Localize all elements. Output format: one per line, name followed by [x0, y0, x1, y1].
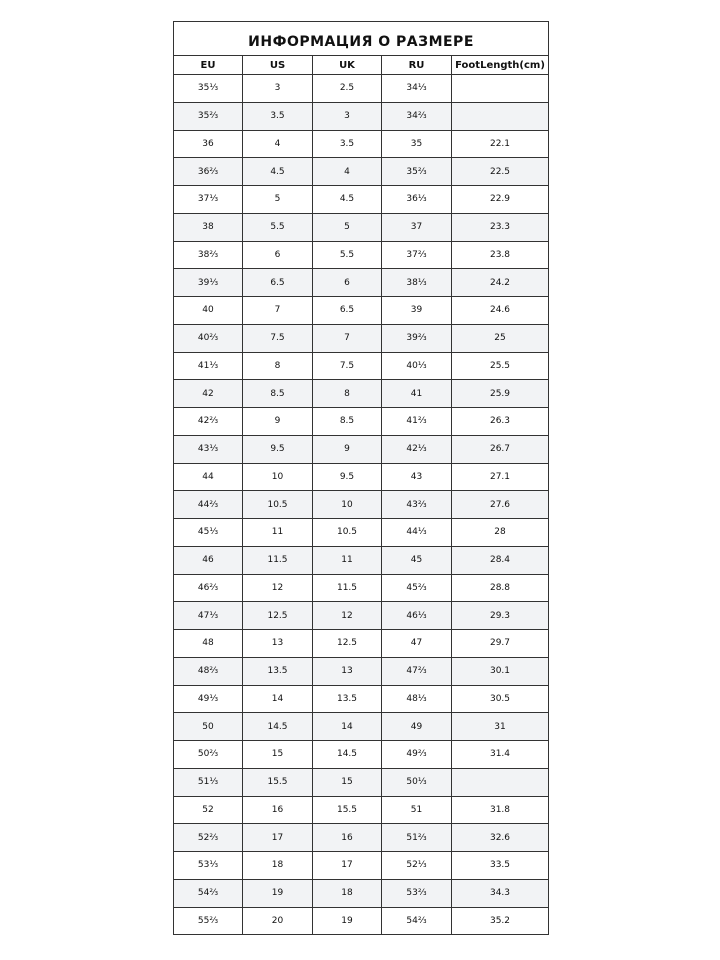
cell-ru: 45: [382, 546, 452, 574]
cell-us: 10.5: [243, 491, 313, 519]
cell-uk: 16: [313, 824, 382, 852]
table-row: [174, 158, 549, 186]
cell-us: 17: [243, 824, 313, 852]
table-row: [174, 519, 549, 547]
cell-eu: 46⅔: [174, 574, 243, 602]
cell-us: 7: [243, 297, 313, 325]
cell-eu: 39⅓: [174, 269, 243, 297]
cell-us: 4: [243, 130, 313, 158]
cell-foot-length: 25.9: [452, 380, 549, 408]
cell-ru: 51⅔: [382, 824, 452, 852]
header-us: US: [243, 56, 313, 75]
table-row: [174, 907, 549, 935]
cell-eu: 52⅔: [174, 824, 243, 852]
cell-eu: 51⅓: [174, 768, 243, 796]
table-row: [174, 297, 549, 325]
cell-uk: 9.5: [313, 463, 382, 491]
cell-ru: 50⅓: [382, 768, 452, 796]
cell-ru: 49: [382, 713, 452, 741]
table-title: ИНФОРМАЦИЯ О РАЗМЕРЕ: [174, 22, 549, 56]
cell-eu: 50⅔: [174, 741, 243, 769]
cell-uk: 12.5: [313, 630, 382, 658]
cell-ru: 41⅔: [382, 408, 452, 436]
cell-uk: 2.5: [313, 75, 382, 103]
cell-foot-length: 22.9: [452, 186, 549, 214]
cell-us: 7.5: [243, 324, 313, 352]
cell-uk: 19: [313, 907, 382, 935]
table-row: [174, 241, 549, 269]
cell-ru: 38⅓: [382, 269, 452, 297]
cell-uk: 11.5: [313, 574, 382, 602]
cell-eu: 38: [174, 213, 243, 241]
cell-eu: 42: [174, 380, 243, 408]
cell-eu: 38⅔: [174, 241, 243, 269]
cell-ru: 53⅔: [382, 879, 452, 907]
cell-ru: 51: [382, 796, 452, 824]
cell-eu: 53⅓: [174, 852, 243, 880]
cell-uk: 6: [313, 269, 382, 297]
cell-us: 4.5: [243, 158, 313, 186]
cell-us: 14: [243, 685, 313, 713]
cell-foot-length: 31: [452, 713, 549, 741]
cell-eu: 54⅔: [174, 879, 243, 907]
cell-us: 5: [243, 186, 313, 214]
cell-eu: 50: [174, 713, 243, 741]
cell-foot-length: 22.5: [452, 158, 549, 186]
cell-uk: 5: [313, 213, 382, 241]
table-row: [174, 824, 549, 852]
cell-uk: 5.5: [313, 241, 382, 269]
header-foot-length: FootLength(cm): [452, 56, 549, 75]
cell-ru: 54⅔: [382, 907, 452, 935]
cell-eu: 48⅔: [174, 657, 243, 685]
cell-us: 6: [243, 241, 313, 269]
cell-eu: 52: [174, 796, 243, 824]
title-row: [174, 22, 549, 56]
table-row: [174, 75, 549, 103]
cell-foot-length: 28: [452, 519, 549, 547]
cell-us: 8.5: [243, 380, 313, 408]
cell-eu: 49⅓: [174, 685, 243, 713]
cell-us: 12: [243, 574, 313, 602]
table-row: [174, 491, 549, 519]
cell-ru: 43⅔: [382, 491, 452, 519]
cell-us: 18: [243, 852, 313, 880]
cell-ru: 35: [382, 130, 452, 158]
cell-ru: 52⅓: [382, 852, 452, 880]
cell-foot-length: 28.8: [452, 574, 549, 602]
cell-ru: 37⅔: [382, 241, 452, 269]
cell-ru: 47: [382, 630, 452, 658]
cell-ru: 36⅓: [382, 186, 452, 214]
cell-uk: 11: [313, 546, 382, 574]
table-row: [174, 685, 549, 713]
cell-us: 3.5: [243, 102, 313, 130]
cell-ru: 45⅔: [382, 574, 452, 602]
cell-foot-length: 29.7: [452, 630, 549, 658]
cell-us: 15.5: [243, 768, 313, 796]
cell-foot-length: [452, 768, 549, 796]
cell-ru: 40⅓: [382, 352, 452, 380]
cell-ru: 37: [382, 213, 452, 241]
cell-us: 20: [243, 907, 313, 935]
cell-ru: 43: [382, 463, 452, 491]
cell-foot-length: 35.2: [452, 907, 549, 935]
cell-ru: 47⅔: [382, 657, 452, 685]
cell-us: 16: [243, 796, 313, 824]
cell-ru: 35⅔: [382, 158, 452, 186]
cell-us: 5.5: [243, 213, 313, 241]
cell-uk: 15.5: [313, 796, 382, 824]
cell-uk: 12: [313, 602, 382, 630]
cell-ru: 34⅔: [382, 102, 452, 130]
cell-eu: 35⅔: [174, 102, 243, 130]
cell-uk: 15: [313, 768, 382, 796]
cell-eu: 48: [174, 630, 243, 658]
header-row: [174, 56, 549, 75]
header-uk: UK: [313, 56, 382, 75]
header-eu: EU: [174, 56, 243, 75]
cell-ru: 42⅓: [382, 435, 452, 463]
cell-us: 9.5: [243, 435, 313, 463]
cell-foot-length: 22.1: [452, 130, 549, 158]
cell-uk: 13.5: [313, 685, 382, 713]
table-row: [174, 546, 549, 574]
table-row: [174, 408, 549, 436]
cell-uk: 14.5: [313, 741, 382, 769]
cell-foot-length: 27.1: [452, 463, 549, 491]
table-row: [174, 352, 549, 380]
cell-us: 11: [243, 519, 313, 547]
table-row: [174, 130, 549, 158]
cell-us: 19: [243, 879, 313, 907]
table-row: [174, 796, 549, 824]
cell-foot-length: 31.4: [452, 741, 549, 769]
cell-ru: 41: [382, 380, 452, 408]
cell-uk: 7: [313, 324, 382, 352]
cell-foot-length: 25.5: [452, 352, 549, 380]
table-row: [174, 102, 549, 130]
cell-foot-length: 27.6: [452, 491, 549, 519]
cell-uk: 13: [313, 657, 382, 685]
cell-eu: 47⅓: [174, 602, 243, 630]
cell-eu: 46: [174, 546, 243, 574]
cell-eu: 36: [174, 130, 243, 158]
cell-foot-length: 34.3: [452, 879, 549, 907]
table-row: [174, 213, 549, 241]
cell-ru: 34⅓: [382, 75, 452, 103]
cell-foot-length: 30.1: [452, 657, 549, 685]
cell-us: 14.5: [243, 713, 313, 741]
table-row: [174, 324, 549, 352]
cell-eu: 45⅓: [174, 519, 243, 547]
cell-uk: 10: [313, 491, 382, 519]
table-row: [174, 630, 549, 658]
cell-foot-length: 23.8: [452, 241, 549, 269]
cell-foot-length: [452, 75, 549, 103]
cell-us: 8: [243, 352, 313, 380]
table-row: [174, 852, 549, 880]
cell-us: 15: [243, 741, 313, 769]
table-row: [174, 463, 549, 491]
cell-uk: 8.5: [313, 408, 382, 436]
cell-ru: 48⅓: [382, 685, 452, 713]
cell-foot-length: 28.4: [452, 546, 549, 574]
cell-uk: 18: [313, 879, 382, 907]
cell-uk: 4.5: [313, 186, 382, 214]
cell-eu: 44: [174, 463, 243, 491]
cell-us: 10: [243, 463, 313, 491]
cell-uk: 4: [313, 158, 382, 186]
cell-us: 12.5: [243, 602, 313, 630]
cell-ru: 46⅓: [382, 602, 452, 630]
cell-foot-length: 31.8: [452, 796, 549, 824]
cell-eu: 55⅔: [174, 907, 243, 935]
cell-uk: 3.5: [313, 130, 382, 158]
cell-foot-length: 25: [452, 324, 549, 352]
cell-foot-length: 24.2: [452, 269, 549, 297]
table-row: [174, 741, 549, 769]
cell-foot-length: 26.3: [452, 408, 549, 436]
size-chart-table: [173, 21, 549, 935]
table-row: [174, 713, 549, 741]
table-row: [174, 602, 549, 630]
table-row: [174, 269, 549, 297]
cell-ru: 39⅔: [382, 324, 452, 352]
cell-us: 6.5: [243, 269, 313, 297]
cell-uk: 6.5: [313, 297, 382, 325]
table-body: [174, 75, 549, 935]
cell-foot-length: 23.3: [452, 213, 549, 241]
cell-foot-length: 30.5: [452, 685, 549, 713]
cell-eu: 44⅔: [174, 491, 243, 519]
cell-uk: 3: [313, 102, 382, 130]
cell-eu: 36⅔: [174, 158, 243, 186]
cell-ru: 44⅓: [382, 519, 452, 547]
cell-uk: 14: [313, 713, 382, 741]
cell-uk: 10.5: [313, 519, 382, 547]
cell-eu: 40: [174, 297, 243, 325]
cell-eu: 35⅓: [174, 75, 243, 103]
cell-foot-length: 24.6: [452, 297, 549, 325]
cell-us: 3: [243, 75, 313, 103]
cell-foot-length: [452, 102, 549, 130]
table-row: [174, 657, 549, 685]
cell-uk: 17: [313, 852, 382, 880]
header-ru: RU: [382, 56, 452, 75]
cell-eu: 40⅔: [174, 324, 243, 352]
cell-eu: 43⅓: [174, 435, 243, 463]
cell-uk: 7.5: [313, 352, 382, 380]
cell-us: 9: [243, 408, 313, 436]
table-row: [174, 435, 549, 463]
table-row: [174, 574, 549, 602]
table-row: [174, 879, 549, 907]
cell-eu: 41⅓: [174, 352, 243, 380]
cell-foot-length: 33.5: [452, 852, 549, 880]
cell-foot-length: 26.7: [452, 435, 549, 463]
cell-uk: 9: [313, 435, 382, 463]
cell-foot-length: 29.3: [452, 602, 549, 630]
cell-eu: 37⅓: [174, 186, 243, 214]
table-row: [174, 380, 549, 408]
table-row: [174, 768, 549, 796]
cell-us: 13.5: [243, 657, 313, 685]
cell-us: 11.5: [243, 546, 313, 574]
cell-ru: 39: [382, 297, 452, 325]
cell-ru: 49⅔: [382, 741, 452, 769]
cell-us: 13: [243, 630, 313, 658]
cell-uk: 8: [313, 380, 382, 408]
table-row: [174, 186, 549, 214]
cell-foot-length: 32.6: [452, 824, 549, 852]
cell-eu: 42⅔: [174, 408, 243, 436]
